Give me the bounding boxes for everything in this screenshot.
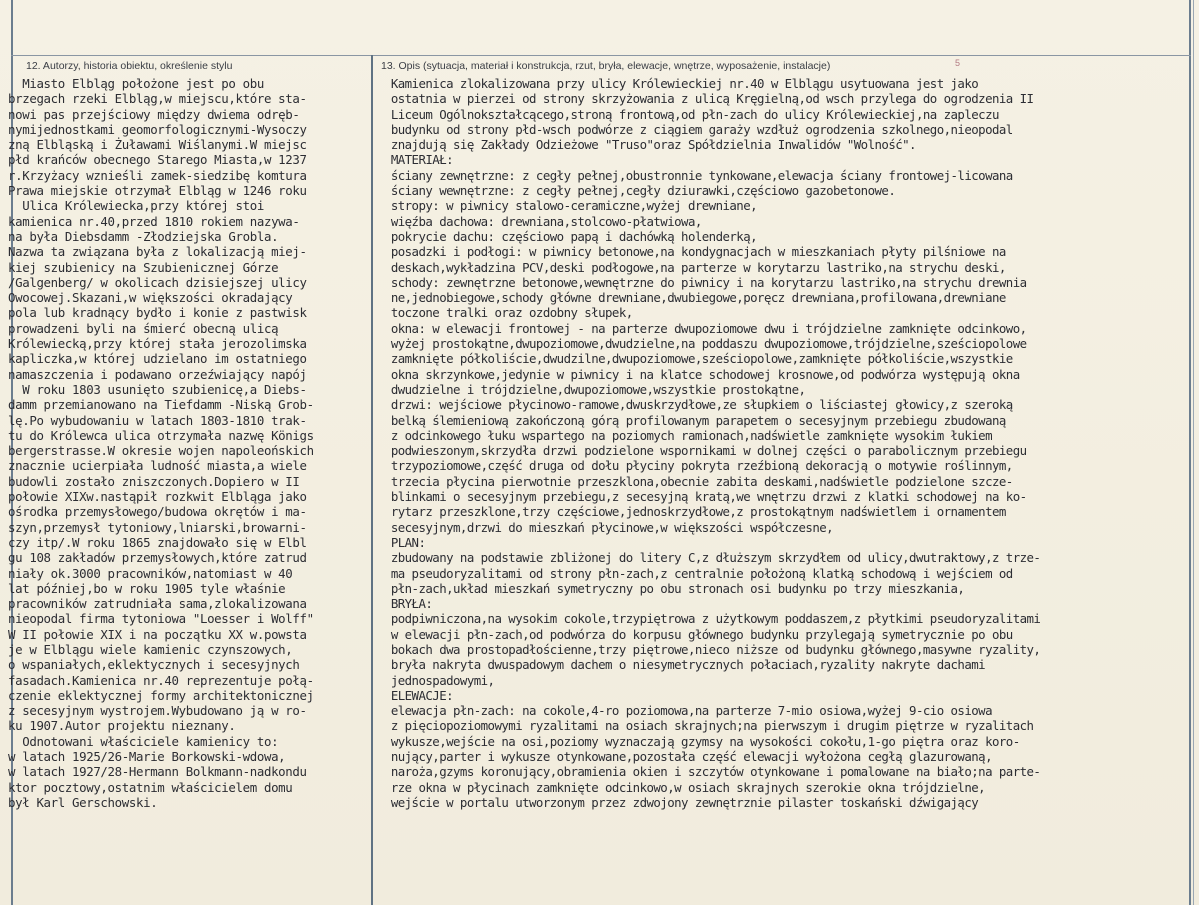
description-line: rytarz przeszklone,trzy częściowe,jednoskrzydłowe,z prostokątnym nadświetlem i ornamentem	[377, 504, 1006, 520]
history-line: w latach 1925/26-Marie Borkowski-wdowa,	[8, 749, 286, 765]
history-line: damm przemianowano na Tiefdamm -Niską Grob-	[8, 397, 314, 413]
history-line: pola lub kradnący bydło i konie z pastwisk	[8, 305, 307, 321]
description-line: ma pseudoryzalitami od strony płn-zach,z centralnie położoną klatką schodową i wejściem od	[377, 565, 1013, 581]
history-line: z secesyjnym wystrojem.Wybudowano ją w ro-	[8, 703, 307, 719]
history-line: kiej szubienicy na Szubienicznej Górze	[8, 259, 279, 275]
description-line: stropy: w piwnicy stalowo-ceramiczne,wyżej drewniane,	[377, 198, 758, 214]
history-line: fasadach.Kamienica nr.40 reprezentuje połą-	[8, 672, 314, 688]
description-line: z odcinkowego łuku wspartego na poziomych ramionach,nadświetle zamknięte wysokim łukiem	[377, 427, 992, 443]
description-line: BRYŁA:	[377, 596, 433, 612]
history-line: o wspaniałych,eklektycznych i secesyjnych	[8, 657, 300, 673]
description-line: w elewacji płn-zach,od podwórza do korpusu głównego budynku przylegają symetrycznie po obu	[377, 626, 1013, 642]
history-text-column	[8, 76, 370, 896]
description-line: PLAN:	[377, 534, 426, 550]
history-line: czy itp/.W roku 1865 znajdowało się w Elbl	[8, 534, 307, 550]
history-line: znacznie ucierpiała ludność miasta,a wiele	[8, 458, 307, 474]
history-line: na była Diebsdamm -Złodziejska Grobla.	[8, 228, 279, 244]
history-line: brzegach rzeki Elbląg,w miejscu,które sta-	[8, 91, 307, 107]
description-line: płn-zach,układ mieszkań symetryczny po obu stronach osi budynku po trzy mieszkania,	[377, 580, 965, 596]
history-line: budowli zostało zniszczonych.Dopiero w II	[8, 473, 300, 489]
history-line: ku 1907.Autor projektu nieznany.	[8, 718, 236, 734]
history-line: Królewiecką,przy której stała jerozolimska	[8, 336, 307, 352]
history-line: W II połowie XIX i na początku XX w.powsta	[8, 626, 307, 642]
description-line: okna skrzynkowe,jedynie w piwnicy i na klatce schodowej krosnowe,od podwórza występują okna	[377, 366, 1020, 382]
history-line: nieopodal firma tytoniowa "Loesser i Wolff"	[8, 611, 314, 627]
description-line: belką ślemieniową zakończoną górą profilowanym parapetem o secesyjnym przebiegu zbudowaną	[377, 412, 1006, 428]
description-line: schody: zewnętrzne betonowe,wewnętrzne do piwnicy i na korytarzu lastriko,na strychu drewnia	[377, 274, 1027, 290]
description-line: naroża,gzyms koronujący,obramienia okien i szczytów otynkowane i pomalowane na biało;na parte-	[377, 764, 1041, 780]
history-line: Prawa miejskie otrzymał Elbląg w 1246 roku	[8, 183, 307, 199]
description-line: posadzki i podłogi: w piwnicy betonowe,na kondygnacjach w mieszkaniach płyty pilśniowe na	[377, 244, 1006, 260]
description-line: trzecia płycina pierwotnie przeszklona,obecnie zabita deskami,nadświetle podzielone szcze-	[377, 473, 1013, 489]
history-line: /Galgenberg/ w okolicach dzisiejszej ulicy	[8, 274, 307, 290]
history-line: pracowników zatrudniała sama,zlokalizowana	[8, 596, 307, 612]
description-line: deskach,wykładzina PCV,deski podłogowe,na parterze w korytarzu lastriko,na strychu deski,	[377, 259, 1006, 275]
description-line: drzwi: wejściowe płycinowo-ramowe,dwuskrzydłowe,ze słupkiem o liściastej głowicy,z szeroką	[377, 397, 1013, 413]
description-line: ściany wewnętrzne: z cegły pełnej,cegły dziurawki,częściowo gazobetonowe.	[377, 183, 896, 199]
description-line: MATERIAŁ:	[377, 152, 454, 168]
history-line: bergerstrasse.W okresie wojen napoleońskich	[8, 443, 314, 459]
history-line: w latach 1927/28-Hermann Bolkmann-nadkondu	[8, 764, 307, 780]
description-line: zbudowany na podstawie zbliżonej do litery C,z dłuższym skrzydłem od ulicy,dwutraktowy,z trze-	[377, 550, 1041, 566]
history-line: kamienica nr.40,przed 1810 rokiem nazywa-	[8, 213, 300, 229]
description-line: ściany zewnętrzne: z cegły pełnej,obustronnie tynkowane,elewacja ściany frontowej-licowana	[377, 167, 1013, 183]
description-line: toczone tralki oraz ozdobny słupek,	[377, 305, 633, 321]
description-line: Kamienica zlokalizowana przy ulicy Królewieckiej nr.40 w Elblągu usytuowana jest jako	[377, 76, 979, 91]
history-line: gu 108 zakładów przemysłowych,które zatrud	[8, 550, 307, 566]
description-line: dwudzielne i trójdzielne,dwupoziomowe,wszystkie prostokątne,	[377, 381, 806, 397]
description-line: wykusze,wejście na osi,poziomy wyznaczają gzymsy na wysokości cokołu,1-go piętra oraz koro-	[377, 733, 1020, 749]
description-line: podwieszonym,skrzydła drzwi podzielone wspornikami w dolnej części o parabolicznym przebiegu	[377, 443, 1027, 459]
history-line: czenie eklektycznej formy architektonicznej	[8, 687, 314, 703]
history-line: nymijednostkami geomorfologicznymi-Wysoczy	[8, 121, 307, 137]
history-line: zną Elbląską i Żuławami Wiślanymi.W miejsc	[8, 137, 307, 153]
description-line: więźba dachowa: drewniana,stolcowo-płatwiowa,	[377, 213, 702, 229]
description-line: ne,jednobiegowe,schody główne drewniane,dwubiegowe,poręcz drewniana,profilowana,drewniane	[377, 290, 1006, 306]
history-line: r.Krzyżacy wznieśli zamek-siedzibę komtura	[8, 167, 307, 183]
history-line: Nazwa ta związana była z lokalizacją miej-	[8, 244, 307, 260]
description-line: znajdują się Zakłady Odzieżowe "Truso"oraz Spółdzielnia Inwalidów "Wolność".	[377, 137, 916, 153]
description-text-column	[377, 76, 1189, 896]
right-border-inner	[1193, 0, 1194, 905]
description-line: bokach dwa prostopadłościenne,trzy piętrowe,nieco niższe od budynku głównego,masywne ryzality,	[377, 641, 1041, 657]
description-line: podpiwniczona,na wysokim cokole,trzypiętrowa z użytkowym poddaszem,z płytkimi pseudoryzalitami	[377, 611, 1041, 627]
history-line: połowie XIXw.nastąpił rozkwit Elbląga jako	[8, 489, 307, 505]
history-line: nowi pas przejściowy między dwiema odręb-	[8, 106, 300, 122]
history-line: Ulica Królewiecka,przy której stoi	[8, 198, 264, 214]
history-line: niały ok.3000 pracowników,natomiast w 40	[8, 565, 293, 581]
description-line: ostatnia w pierzei od strony skrzyżowania z ulicą Kręgielną,od wsch przylega do ogrodzenia II	[377, 91, 1034, 107]
history-line: kapliczka,w której udzielano im ostatniego	[8, 351, 307, 367]
section-13-heading: 13. Opis (sytuacja, materiał i konstrukcja, rzut, bryła, elewacje, wnętrze, wyposażenie, instalacje)	[381, 60, 831, 72]
page-mark: 5	[955, 58, 961, 68]
history-line: ośrodka przemysłowego/budowa okrętów i ma-	[8, 504, 307, 520]
history-line: lę.Po wybudowaniu w latach 1803-1810 trak-	[8, 412, 307, 428]
history-line: ktor pocztowy,ostatnim właścicielem domu	[8, 779, 293, 795]
description-line: nujący,parter i wykusze otynkowane,pozostała część elewacji wyłożona cegłą glazurowaną,	[377, 749, 992, 765]
description-line: Liceum Ogólnokształcącego,stroną frontową,od płn-zach do ulicy Królewieckiej,na zapleczu	[377, 106, 999, 122]
right-border	[1189, 0, 1191, 905]
description-line: zamknięte półkoliście,dwudzilne,dwupoziomowe,sześciopolowe,zamknięte półkoliście,wszystkie	[377, 351, 1013, 367]
description-line: jednospadowymi,	[377, 672, 495, 688]
top-rule	[11, 55, 1191, 56]
history-line: Owocowej.Skazani,w większości okradający	[8, 290, 293, 306]
history-line: Miasto Elbląg położone jest po obu	[8, 76, 264, 91]
description-line: ELEWACJE:	[377, 687, 454, 703]
history-line: lat później,bo w roku 1905 tyle właśnie	[8, 580, 286, 596]
history-line: Odnotowani właściciele kamienicy to:	[8, 733, 279, 749]
description-line: wyżej prostokątne,dwupoziomowe,dwudzielne,na poddaszu dwupoziomowe,trójdzielne,sześciopolowe	[377, 336, 1027, 352]
description-line: bryła nakryta dwuspadowym dachem o niesymetrycznych połaciach,ryzality nakryte dachami	[377, 657, 986, 673]
history-line: był Karl Gerschowski.	[8, 794, 158, 810]
history-line: namaszczenia i podawano orzeźwiający napój	[8, 366, 307, 382]
description-line: rze okna w płycinach zamknięte odcinkowo,w osiach skrajnych szerokie okna trójdzielne,	[377, 779, 986, 795]
column-divider	[371, 55, 373, 905]
description-line: trzypoziomowe,część druga od dołu płyciny pokryta rzeźbioną dekoracją o motywie roślinnym,	[377, 458, 1013, 474]
history-line: tu do Królewca ulica otrzymała nazwę Königs	[8, 427, 314, 443]
history-line: płd krańców obecnego Starego Miasta,w 1237	[8, 152, 307, 168]
description-line: blinkami o secesyjnym przebiegu,z secesyjną kratą,we wnętrzu drzwi z klatki schodowej na ko-	[377, 489, 1027, 505]
description-line: okna: w elewacji frontowej - na parterze dwupoziomowe dwu i trójdzielne zamknięte odcinkowo,	[377, 320, 1027, 336]
description-line: wejście w portalu utworzonym przez zdwojony zewnętrznie pilaster toskański dźwigający	[377, 794, 979, 810]
history-line: W roku 1803 usunięto szubienicę,a Diebs-	[8, 381, 307, 397]
description-line: elewacja płn-zach: na cokole,4-ro poziomowa,na parterze 7-mio osiowa,wyżej 9-cio osiowa	[377, 703, 992, 719]
description-line: secesyjnym,drzwi do mieszkań płycinowe,w większości współczesne,	[377, 519, 834, 535]
description-line: pokrycie dachu: częściowo papą i dachówką holenderką,	[377, 228, 758, 244]
history-line: prowadzeni byli na śmierć obecną ulicą	[8, 320, 279, 336]
history-line: szyn,przemysł tytoniowy,lniarski,browarni-	[8, 519, 307, 535]
section-12-heading: 12. Autorzy, historia obiektu, określenie stylu	[26, 60, 233, 72]
description-line: z pięciopoziomowymi ryzalitami na osiach skrajnych;na pierwszym i drugim piętrze w ryzalitach	[377, 718, 1034, 734]
history-line: je w Elblągu wiele kamienic czynszowych,	[8, 641, 293, 657]
description-line: budynku od strony płd-wsch podwórze z ciągiem garaży wzdłuż ogrodzenia szkolnego,nieopodal	[377, 121, 1013, 137]
